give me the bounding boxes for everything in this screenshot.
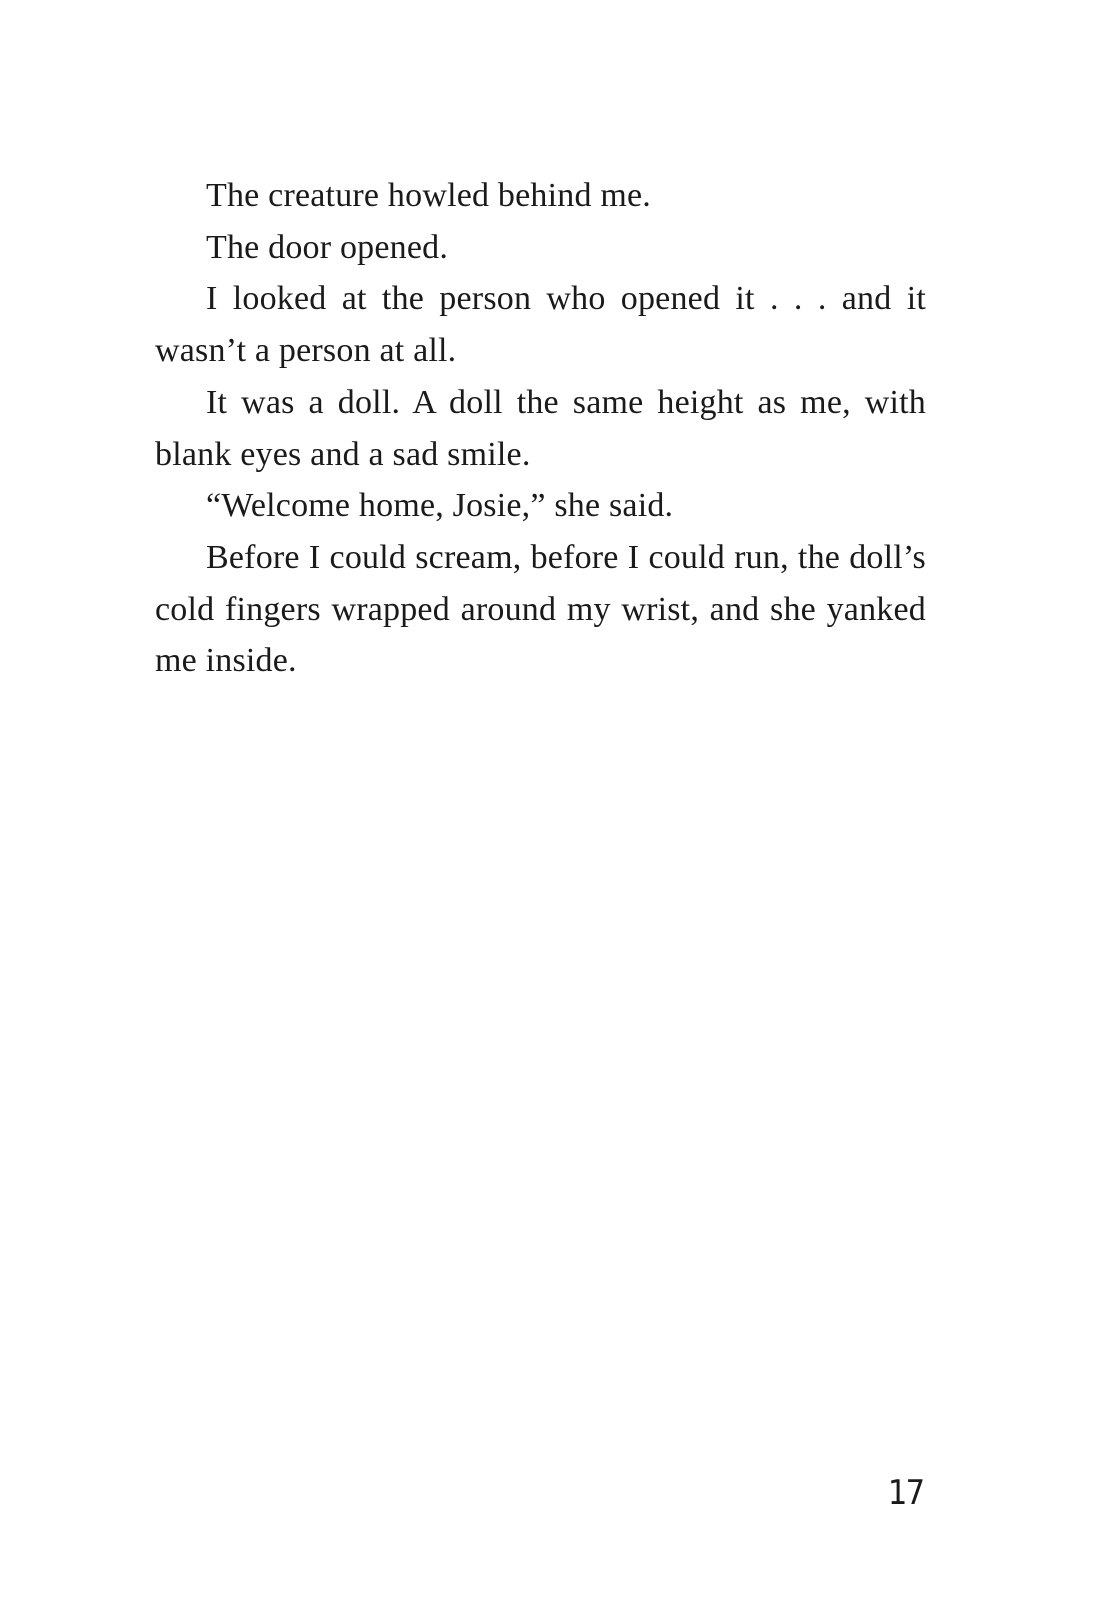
paragraph-1: The creature howled behind me. xyxy=(206,177,651,214)
paragraph-6: Before I could scream, before I could run, the doll’s cold fingers wrapped around my wrist, and she yanked me inside. xyxy=(155,538,926,680)
paragraph-2: The door opened. xyxy=(206,228,449,266)
paragraph-5: “Welcome home, Josie,” she said. xyxy=(206,487,674,525)
page-number: 17 xyxy=(887,1473,923,1513)
paragraph-3: I looked at the person who opened it . . . and it wasn’t a person at all. xyxy=(155,280,926,370)
body-text xyxy=(155,170,926,687)
paragraph-4: It was a doll. A doll the same height as me, with blank eyes and a sad smile. xyxy=(155,383,926,473)
